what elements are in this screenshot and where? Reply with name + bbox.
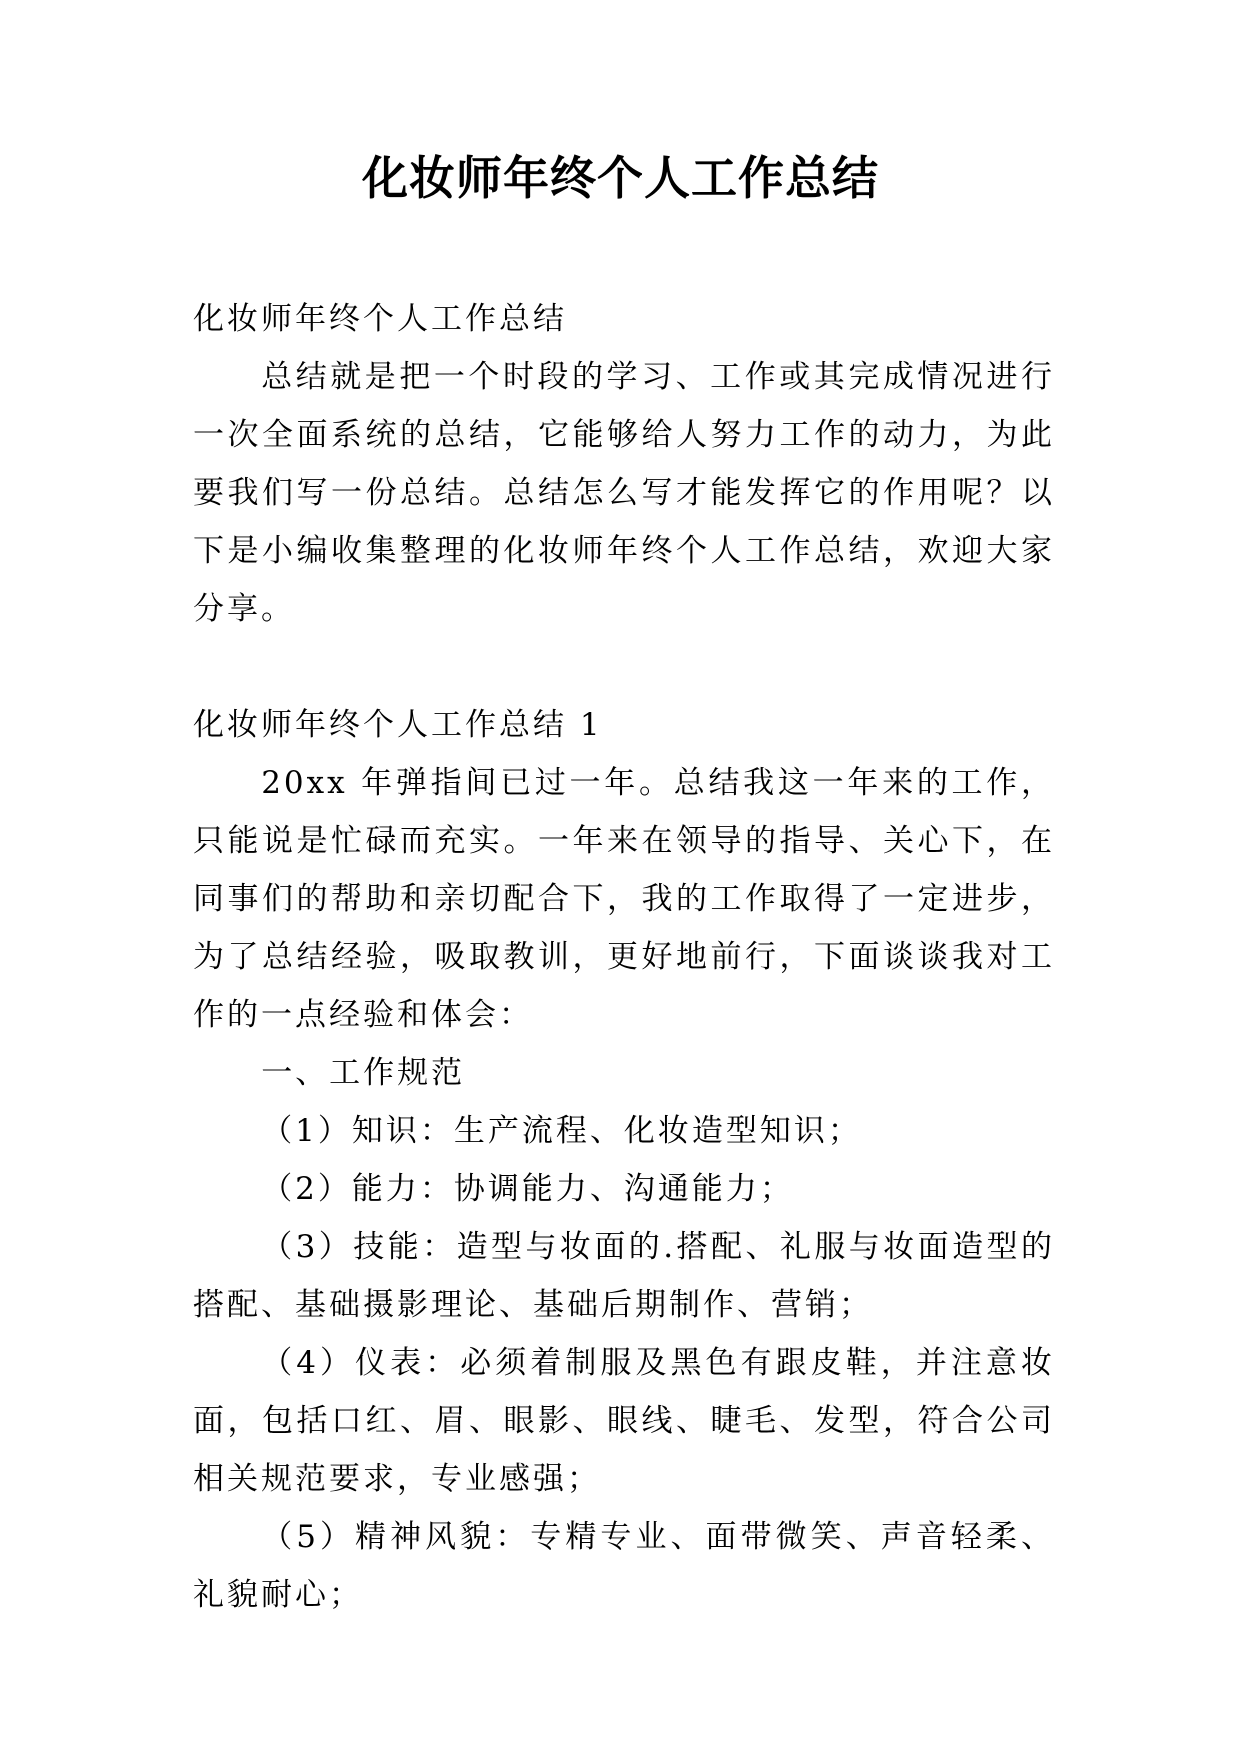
subtitle: 化妆师年终个人工作总结 — [193, 301, 567, 337]
list-item: （3）技能：造型与妆面的.搭配、礼服与妆面造型的搭配、基础摄影理论、基础后期制作、营销； — [193, 1229, 1055, 1323]
list-item: （1）知识：生产流程、化妆造型知识； — [261, 1113, 862, 1149]
list-item: （2）能力：协调能力、沟通能力； — [261, 1171, 794, 1207]
paragraph-gap — [193, 638, 1055, 696]
list-item: （4）仪表：必须着制服及黑色有跟皮鞋，并注意妆面，包括口红、眉、眼影、眼线、睫毛、发型，符合公司相关规范要求，专业感强； — [193, 1345, 1055, 1497]
section-heading: 化妆师年终个人工作总结 1 — [193, 707, 603, 743]
list-item: （5）精神风貌：专精专业、面带微笑、声音轻柔、礼貌耐心； — [193, 1519, 1055, 1613]
intro-paragraph: 总结就是把一个时段的学习、工作或其完成情况进行一次全面系统的总结，它能够给人努力工作的动力，为此要我们写一份总结。总结怎么写才能发挥它的作用呢？以下是小编收集整理的化妆师年终个人工作总结，欢迎大家分享。 — [193, 359, 1055, 627]
document-body — [193, 290, 1055, 1624]
item-heading: 一、工作规范 — [261, 1055, 466, 1091]
section-paragraph: 20xx 年弹指间已过一年。总结我这一年来的工作，只能说是忙碌而充实。一年来在领导的指导、关心下，在同事们的帮助和亲切配合下，我的工作取得了一定进步，为了总结经验，吸取教训，更好地前行，下面谈谈我对工作的一点经验和体会： — [193, 765, 1055, 1033]
document-title: 化妆师年终个人工作总结 — [362, 151, 879, 205]
